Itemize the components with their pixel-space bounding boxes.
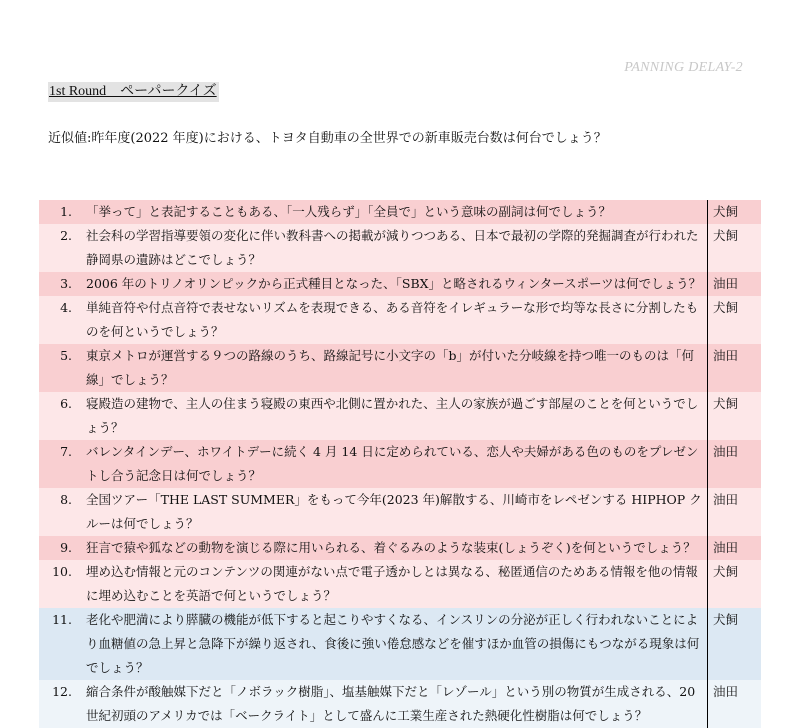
- question-number: 8.: [39, 488, 83, 536]
- question-table: [39, 200, 761, 728]
- question-number: 4.: [39, 296, 83, 344]
- question-text: 寝殿造の建物で、主人の住まう寝殿の東西や北側に置かれた、主人の家族が過ごす部屋のことを何というでしょう？: [83, 392, 708, 440]
- question-author: 犬飼: [708, 608, 762, 680]
- question-author: 犬飼: [708, 200, 762, 224]
- question-number: 9.: [39, 536, 83, 560]
- round-title: 1st Round ペーパークイズ: [48, 82, 219, 102]
- question-row: [39, 392, 761, 440]
- approximation-question: 近似値:昨年度(2022 年度)における、トヨタ自動車の全世界での新車販売台数は何台でしょう？: [48, 131, 607, 146]
- question-text: 社会科の学習指導要領の変化に伴い教科書への掲載が減りつつある、日本で最初の学際的発掘調査が行われた静岡県の遺跡はどこでしょう？: [83, 224, 708, 272]
- question-author: 犬飼: [708, 560, 762, 608]
- question-author: 犬飼: [708, 224, 762, 272]
- question-row: [39, 536, 761, 560]
- question-row: [39, 488, 761, 536]
- question-number: 7.: [39, 440, 83, 488]
- question-text: 東京メトロが運営する９つの路線のうち、路線記号に小文字の「b」が付いた分岐線を持つ唯一のものは「何線」でしょう？: [83, 344, 708, 392]
- question-row: [39, 296, 761, 344]
- question-number: 10.: [39, 560, 83, 608]
- question-text: 2006 年のトリノオリンピックから正式種目となった、「SBX」と略されるウィンタースポーツは何でしょう？: [83, 272, 708, 296]
- question-row: [39, 680, 761, 728]
- question-author: 油田: [708, 272, 762, 296]
- question-author: 油田: [708, 344, 762, 392]
- question-number: 1.: [39, 200, 83, 224]
- question-number: 11.: [39, 608, 83, 680]
- question-text: 縮合条件が酸触媒下だと「ノボラック樹脂」、塩基触媒下だと「レゾール」という別の物質が生成される、20 世紀初頭のアメリカでは「ベークライト」として盛んに工業生産された熱硬化性樹脂は何でしょう？: [83, 680, 708, 728]
- question-row: [39, 344, 761, 392]
- question-author: 犬飼: [708, 392, 762, 440]
- question-row: [39, 560, 761, 608]
- question-number: 6.: [39, 392, 83, 440]
- question-text: 狂言で猿や狐などの動物を演じる際に用いられる、着ぐるみのような装束(しょうぞく)を何というでしょう？: [83, 536, 708, 560]
- question-author: 油田: [708, 488, 762, 536]
- question-row: [39, 440, 761, 488]
- question-author: 油田: [708, 680, 762, 728]
- question-text: 単純音符や付点音符で表せないリズムを表現できる、ある音符をイレギュラーな形で均等な長さに分割したものを何というでしょう？: [83, 296, 708, 344]
- question-author: 油田: [708, 536, 762, 560]
- question-author: 犬飼: [708, 296, 762, 344]
- question-text: 全国ツアー「THE LAST SUMMER」をもって今年(2023 年)解散する、川崎市をレペゼンする HIPHOP クルーは何でしょう？: [83, 488, 708, 536]
- question-text: 老化や肥満により膵臓の機能が低下すると起こりやすくなる、インスリンの分泌が正しく行われないことにより血糖値の急上昇と急降下が繰り返され、食後に強い倦怠感などを催すほか血管の損傷にもつながる現象は何でしょう？: [83, 608, 708, 680]
- question-number: 2.: [39, 224, 83, 272]
- question-row: [39, 272, 761, 296]
- question-text: 「挙って」と表記することもある、「一人残らず」「全員で」という意味の副詞は何でしょう？: [83, 200, 708, 224]
- question-row: [39, 608, 761, 680]
- question-number: 5.: [39, 344, 83, 392]
- question-text: 埋め込む情報と元のコンテンツの関連がない点で電子透かしとは異なる、秘匿通信のためある情報を他の情報に埋め込むことを英語で何というでしょう？: [83, 560, 708, 608]
- question-number: 12.: [39, 680, 83, 728]
- question-row: [39, 200, 761, 224]
- question-author: 油田: [708, 440, 762, 488]
- question-row: [39, 224, 761, 272]
- header-title: PANNING DELAY-2: [624, 60, 743, 75]
- question-number: 3.: [39, 272, 83, 296]
- question-text: バレンタインデー、ホワイトデーに続く 4 月 14 日に定められている、恋人や夫婦がある色のものをプレゼントし合う記念日は何でしょう？: [83, 440, 708, 488]
